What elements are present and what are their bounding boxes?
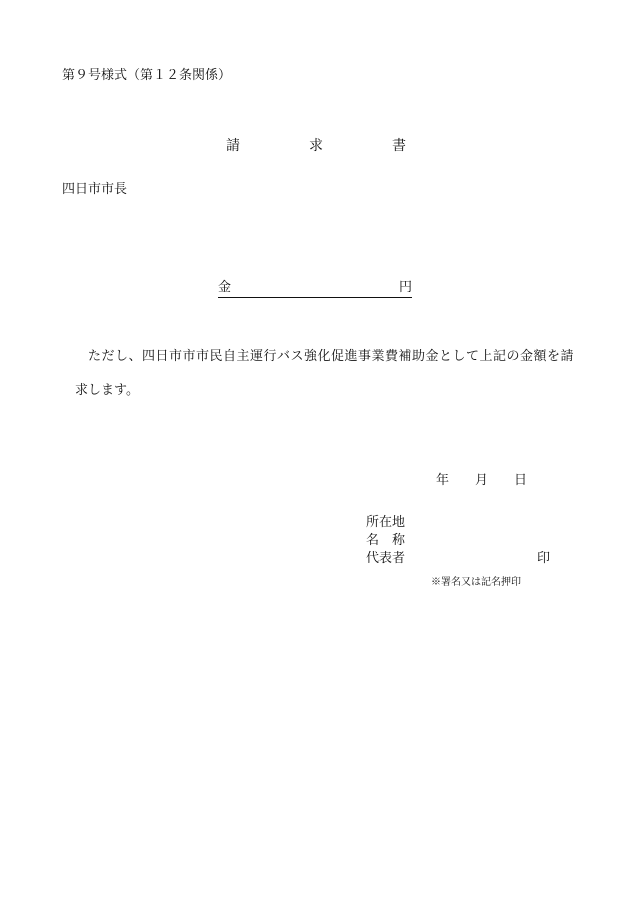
form-number-label: 第９号様式（第１２条関係）	[62, 68, 232, 83]
date-day-label: 日	[514, 473, 528, 488]
name-label: 名 称	[366, 533, 406, 548]
date-field	[436, 474, 527, 487]
representative-label: 代表者	[366, 551, 406, 566]
signature-block	[366, 516, 550, 570]
title-char-3: 書	[392, 138, 406, 154]
title-char-2: 求	[309, 138, 323, 154]
addressee: 四日市市長	[62, 182, 128, 197]
representative-row	[366, 552, 550, 570]
title-char-1: 請	[226, 138, 240, 154]
seal-mark: 印	[536, 551, 550, 566]
date-year-label: 年	[436, 473, 450, 488]
location-label: 所在地	[366, 515, 406, 530]
date-month-label: 月	[475, 473, 489, 488]
location-row	[366, 516, 550, 534]
body-text-line-2: 求します。	[75, 383, 139, 398]
amount-suffix: 円	[398, 280, 412, 295]
name-row	[366, 534, 550, 552]
amount-prefix: 金	[218, 280, 232, 295]
signature-note: ※署名又は記名押印	[431, 577, 521, 588]
body-text-line-1: ただし、四日市市市民自主運行バス強化促進事業費補助金として上記の金額を請	[88, 349, 575, 364]
document-title	[226, 139, 406, 153]
amount-line	[218, 281, 412, 298]
